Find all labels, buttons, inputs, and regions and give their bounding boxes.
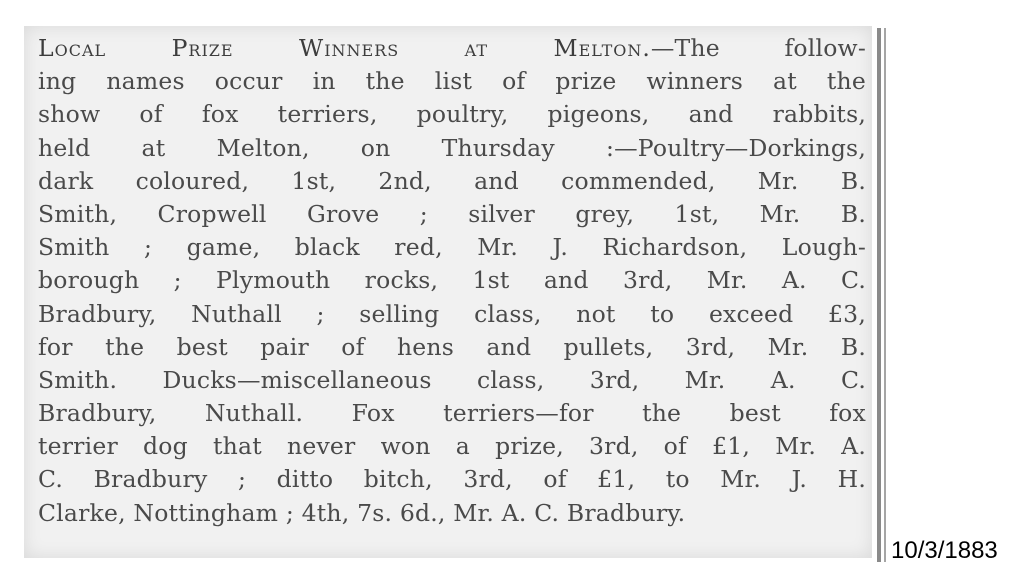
article-line: dark coloured, 1st, 2nd, and commended, Mr. B. bbox=[38, 166, 866, 195]
article-line: terrier dog that never won a prize, 3rd, of £1, Mr. A. bbox=[38, 432, 866, 461]
column-rule bbox=[884, 28, 886, 562]
article-line: Smith ; game, black red, Mr. J. Richardson, Lough- bbox=[38, 233, 866, 262]
article-line: borough ; Plymouth rocks, 1st and 3rd, Mr. A. C. bbox=[38, 266, 866, 295]
article-line: Bradbury, Nuthall ; selling class, not to exceed £3, bbox=[38, 299, 866, 328]
article-line: show of fox terriers, poultry, pigeons, and rabbits, bbox=[38, 100, 866, 129]
article-line: C. Bradbury ; ditto bitch, 3rd, of £1, to Mr. J. H. bbox=[38, 465, 866, 494]
article-line: held at Melton, on Thursday :—Poultry—Dorkings, bbox=[38, 133, 866, 162]
article-line: Smith. Ducks—miscellaneous class, 3rd, Mr. A. C. bbox=[38, 365, 866, 394]
column-rule bbox=[877, 28, 881, 562]
article-line: Clarke, Nottingham ; 4th, 7s. 6d., Mr. A. C. Bradbury. bbox=[38, 498, 686, 527]
article-line: Local Prize Winners at Melton.—The follow- bbox=[38, 34, 866, 62]
date-stamp: 10/3/1883 bbox=[891, 537, 998, 564]
article-line: Bradbury, Nuthall. Fox terriers—for the best fox bbox=[38, 399, 866, 428]
article-line: for the best pair of hens and pullets, 3rd, Mr. B. bbox=[38, 332, 866, 361]
article-line: Smith, Cropwell Grove ; silver grey, 1st, Mr. B. bbox=[38, 199, 866, 228]
article-headline: Local Prize Winners at Melton. bbox=[38, 34, 651, 62]
article-body bbox=[38, 32, 866, 530]
article-line: ing names occur in the list of prize winners at the bbox=[38, 67, 866, 96]
